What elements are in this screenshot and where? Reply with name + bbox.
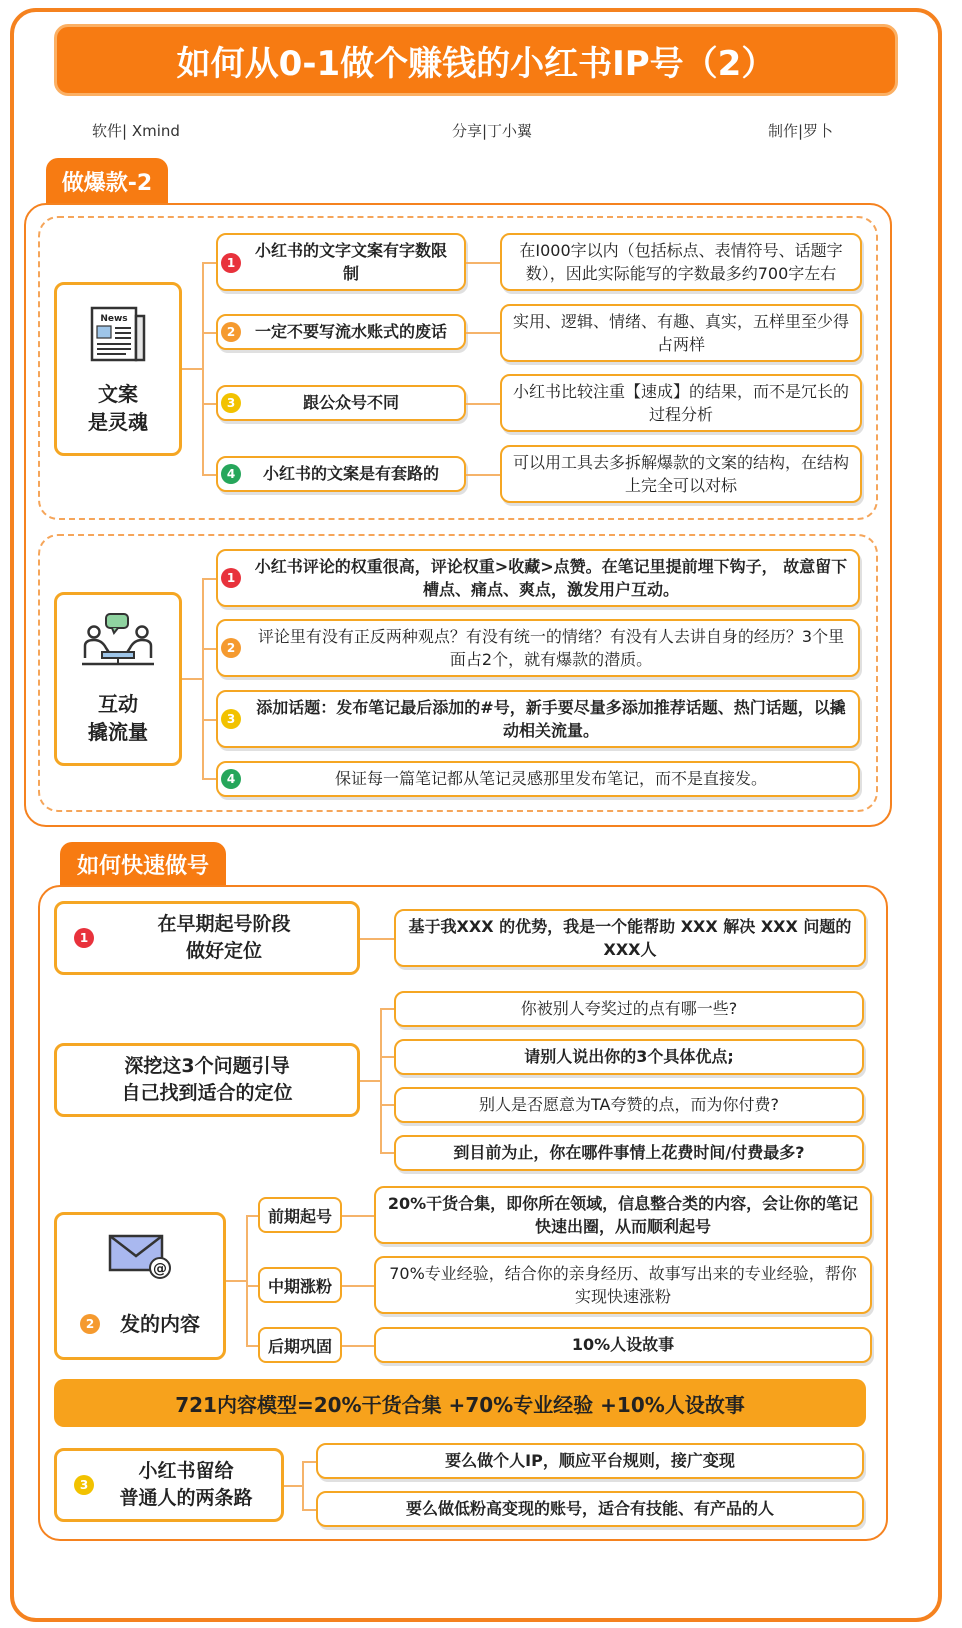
number-badge-2: 2 bbox=[221, 638, 241, 658]
interaction-label-line1: 互动 bbox=[98, 692, 138, 716]
connector bbox=[284, 1485, 302, 1487]
topic-text: 小红书的文字文案有字数限制 bbox=[254, 240, 447, 283]
path-low-fans-monetize: 要么做低粉高变现的账号，适合有技能、有产品的人 bbox=[316, 1491, 864, 1527]
connector bbox=[380, 1008, 382, 1152]
connector bbox=[202, 578, 216, 580]
number-badge-3: 3 bbox=[221, 709, 241, 729]
stage-late: 后期巩固 bbox=[258, 1327, 342, 1363]
copywriting-topic-4 bbox=[216, 456, 466, 492]
content-label: 发的内容 bbox=[120, 1312, 200, 1336]
copywriting-label-line1: 文案 bbox=[98, 382, 138, 406]
content-card bbox=[54, 1212, 226, 1360]
page-title: 如何从0-1做个赚钱的小红书IP号（2） bbox=[54, 24, 898, 96]
connector bbox=[226, 1280, 246, 1282]
dig-question-1: 你被别人夸奖过的点有哪一些? bbox=[394, 991, 864, 1027]
connector bbox=[246, 1215, 258, 1217]
two-paths-label-line2: 普通人的两条路 bbox=[119, 1487, 253, 1509]
connector bbox=[202, 474, 216, 476]
connector bbox=[246, 1345, 258, 1347]
connector bbox=[182, 368, 202, 370]
positioning-label-line1: 在早期起号阶段 bbox=[157, 913, 291, 936]
dig-question-4: 到目前为止，你在哪件事情上花费时间/付费最多? bbox=[394, 1135, 864, 1171]
connector bbox=[202, 578, 204, 778]
copywriting-detail-3: 小红书比较注重【速成】的结果，而不是冗长的过程分析 bbox=[500, 374, 862, 432]
svg-text:@: @ bbox=[153, 1261, 167, 1277]
positioning-formula: 基于我XXX 的优势，我是一个能帮助 XXX 解决 XXX 问题的 XXX人 bbox=[394, 909, 866, 967]
copywriting-label-card bbox=[54, 282, 182, 456]
stage-middle: 中期涨粉 bbox=[258, 1267, 342, 1303]
stage-middle-detail: 70%专业经验，结合你的亲身经历、故事写出来的专业经验，帮你实现快速涨粉 bbox=[374, 1256, 872, 1314]
dig-label-line1: 深挖这3个问题引导 bbox=[124, 1055, 290, 1078]
stage-late-detail: 10%人设故事 bbox=[374, 1327, 872, 1363]
copywriting-detail-2: 实用、逻辑、情绪、有趣、真实，五样里至少得占两样 bbox=[500, 304, 862, 362]
dig-question-2: 请别人说出你的3个具体优点; bbox=[394, 1039, 864, 1075]
interaction-item-3: 添加话题：发布笔记最后添加的#号，新手要尽量多添加推荐话题、热门话题，以撬动相关流量。 bbox=[216, 690, 860, 748]
newspaper-icon bbox=[86, 302, 150, 366]
interaction-item-2: 评论里有没有正反两种观点？有没有统一的情绪？有没有人去讲自身的经历？3个里面占2个，就有爆款的潜质。 bbox=[216, 619, 860, 677]
connector bbox=[342, 1215, 374, 1217]
software-credit: 软件| Xmind bbox=[92, 122, 180, 140]
topic-text: 跟公众号不同 bbox=[302, 393, 399, 413]
section-tab-fast-account: 如何快速做号 bbox=[60, 842, 226, 886]
connector bbox=[302, 1509, 316, 1511]
two-paths-label-line1: 小红书留给 bbox=[138, 1460, 234, 1483]
positioning-label-line2: 做好定位 bbox=[185, 940, 262, 962]
connector bbox=[246, 1215, 248, 1345]
connector bbox=[466, 262, 500, 264]
stage-early-detail: 20%干货合集，即你所在领域，信息整合类的内容，会让你的笔记快速出圈，从而顺利起号 bbox=[374, 1186, 872, 1244]
dig-question-3: 别人是否愿意为TA夸赞的点，而为你付费? bbox=[394, 1087, 864, 1123]
svg-text:News: News bbox=[100, 314, 128, 324]
positioning-card bbox=[54, 901, 360, 975]
connector bbox=[182, 678, 202, 680]
connector bbox=[466, 403, 500, 405]
connector bbox=[202, 332, 216, 334]
connector bbox=[202, 262, 204, 474]
number-badge-1: 1 bbox=[221, 253, 241, 273]
topic-text: 一定不要写流水账式的废话 bbox=[254, 322, 447, 342]
connector bbox=[342, 1285, 374, 1287]
copywriting-topic-3 bbox=[216, 385, 466, 421]
connector bbox=[466, 332, 500, 334]
copywriting-topic-2 bbox=[216, 314, 466, 350]
connector bbox=[202, 403, 216, 405]
connector bbox=[380, 1152, 394, 1154]
connector bbox=[202, 648, 216, 650]
connector bbox=[202, 719, 216, 721]
topic-text: 小红书的文案是有套路的 bbox=[262, 464, 439, 484]
connector bbox=[302, 1461, 316, 1463]
copywriting-label-line2: 是灵魂 bbox=[88, 410, 148, 434]
share-credit: 分享|丁小翼 bbox=[452, 122, 533, 140]
interaction-item-4: 保证每一篇笔记都从笔记灵感那里发布笔记，而不是直接发。 bbox=[216, 761, 860, 797]
connector bbox=[360, 1080, 380, 1082]
number-badge-3: 3 bbox=[74, 1475, 94, 1495]
stage-early: 前期起号 bbox=[258, 1197, 342, 1233]
number-badge-4: 4 bbox=[221, 464, 241, 484]
connector bbox=[202, 262, 216, 264]
connector bbox=[246, 1285, 258, 1287]
connector bbox=[466, 474, 500, 476]
number-badge-3: 3 bbox=[221, 393, 241, 413]
number-badge-1: 1 bbox=[74, 928, 94, 948]
dig-questions-card bbox=[54, 1043, 360, 1117]
path-personal-ip: 要么做个人IP，顺应平台规则，接广变现 bbox=[316, 1443, 864, 1479]
interaction-item-1: 小红书评论的权重很高，评论权重>收藏>点赞。在笔记里提前埋下钩子， 故意留下槽点、痛点、爽点，激发用户互动。 bbox=[216, 549, 860, 607]
discussion-icon bbox=[80, 612, 156, 676]
connector bbox=[380, 1104, 394, 1106]
dig-label-line2: 自己找到适合的定位 bbox=[121, 1082, 293, 1104]
number-badge-1: 1 bbox=[221, 568, 241, 588]
connector bbox=[302, 1461, 304, 1509]
connector bbox=[380, 1008, 394, 1010]
number-badge-2: 2 bbox=[80, 1314, 100, 1334]
number-badge-2: 2 bbox=[221, 322, 241, 342]
content-model-bar: 721内容模型=20%干货合集 +70%专业经验 +10%人设故事 bbox=[54, 1379, 866, 1427]
interaction-label-line2: 撬流量 bbox=[88, 720, 148, 744]
connector bbox=[380, 1056, 394, 1058]
copywriting-topic-1 bbox=[216, 233, 466, 291]
connector bbox=[360, 938, 394, 940]
maker-credit: 制作|罗卜 bbox=[768, 122, 834, 140]
connector bbox=[202, 778, 216, 780]
section-tab-hit: 做爆款-2 bbox=[46, 158, 168, 204]
connector bbox=[342, 1345, 374, 1347]
number-badge-4: 4 bbox=[221, 769, 241, 789]
copywriting-detail-1: 在I000字以内（包括标点、表情符号、话题字数），因此实际能写的字数最多约700字左右 bbox=[500, 233, 862, 291]
content-label-row bbox=[80, 1310, 200, 1338]
copywriting-detail-4: 可以用工具去多拆解爆款的文案的结构，在结构上完全可以对标 bbox=[500, 445, 862, 503]
interaction-label-card bbox=[54, 592, 182, 766]
email-icon bbox=[108, 1234, 172, 1280]
